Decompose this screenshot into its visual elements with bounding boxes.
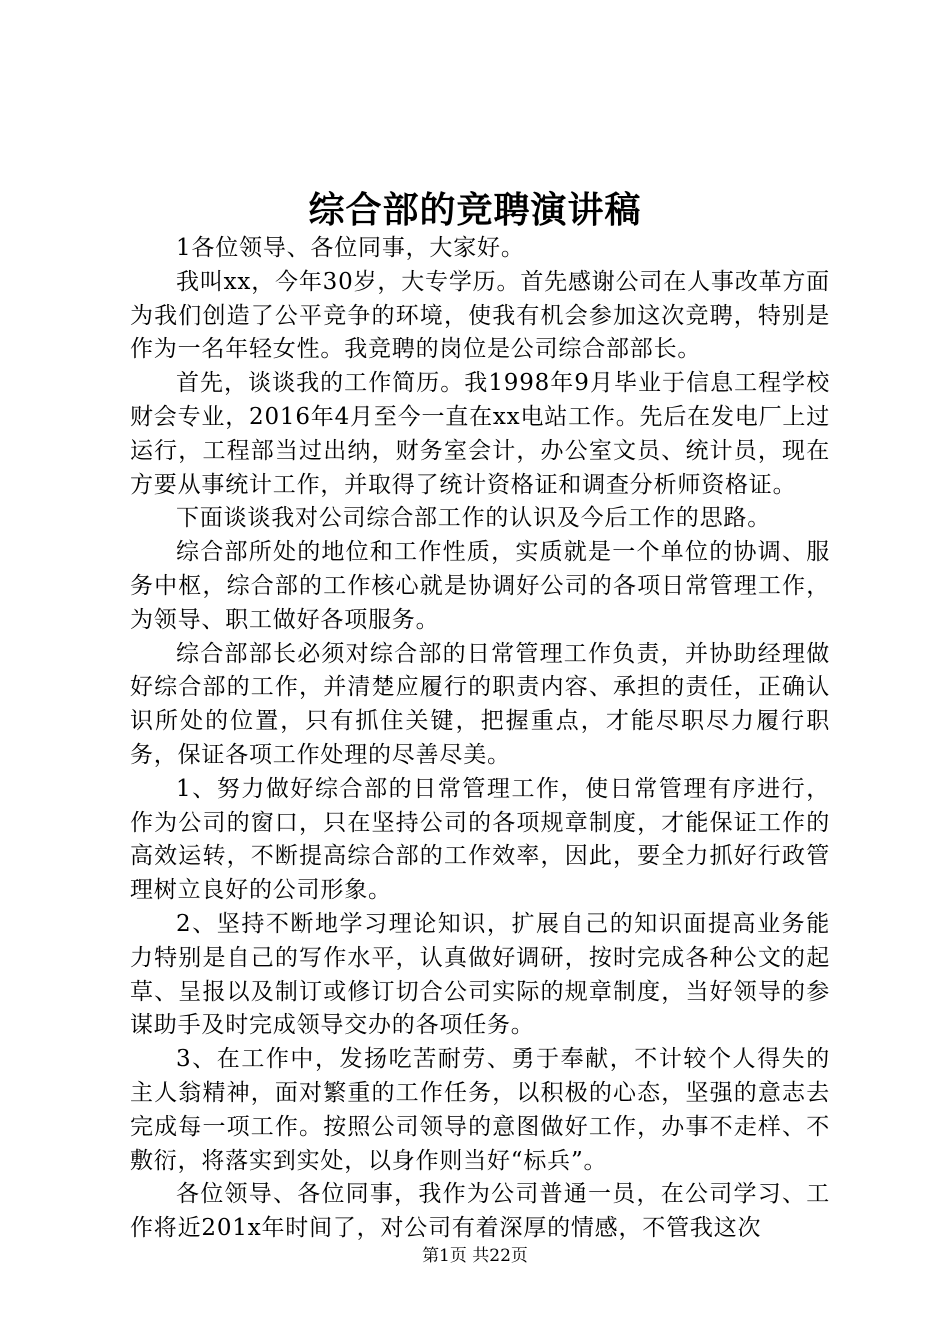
document-body: [130, 232, 830, 1246]
page-footer: 第1页 共22页: [422, 1246, 528, 1266]
paragraph: 综合部所处的地位和工作性质，实质就是一个单位的协调、服务中枢，综合部的工作核心就是协调好公司的各项日常管理工作，为领导、职工做好各项服务。: [130, 539, 830, 633]
paragraph: 2、坚持不断地学习理论知识，扩展自己的知识面提高业务能力特别是自己的写作水平，认真做好调研，按时完成各种公文的起草、呈报以及制订或修订切合公司实际的规章制度，当好领导的参谋助手及时完成领导交办的各项任务。: [130, 910, 830, 1039]
paragraph: 各位领导、各位同事，我作为公司普通一员，在公司学习、工作将近201x年时间了，对公司有着深厚的情感，不管我这次: [130, 1181, 830, 1242]
paragraph: 3、在工作中，发扬吃苦耐劳、勇于奉献，不计较个人得失的主人翁精神，面对繁重的工作任务，以积极的心态，坚强的意志去完成每一项工作。按照公司领导的意图做好工作，办事不走样、不敷衍，将落实到实处，以身作则当好“标兵”。: [130, 1046, 830, 1174]
paragraph: 首先，谈谈我的工作简历。我1998年9月毕业于信息工程学校财会专业，2016年4月至今一直在xx电站工作。先后在发电厂上过运行，工程部当过出纳，财务室会计，办公室文员、统计员，现在方要从事统计工作，并取得了统计资格证和调查分析师资格证。: [130, 370, 830, 498]
paragraph: 1各位领导、各位同事，大家好。: [176, 235, 525, 261]
paragraph: 下面谈谈我对公司综合部工作的认识及今后工作的思路。: [176, 505, 771, 532]
paragraph: 1、努力做好综合部的日常管理工作，使日常管理有序进行，作为公司的窗口，只在坚持公司的各项规章制度，才能保证工作的高效运转，不断提高综合部的工作效率，因此，要全力抓好行政管理树立良好的公司形象。: [130, 775, 830, 904]
paragraph: 综合部部长必须对综合部的日常管理工作负责，并协助经理做好综合部的工作，并清楚应履行的职责内容、承担的责任，正确认识所处的位置，只有抓住关键，把握重点，才能尽职尽力履行职务，保证各项工作处理的尽善尽美。: [130, 640, 830, 768]
document-title: 综合部的竞聘演讲稿: [308, 189, 642, 231]
paragraph: 我叫xx，今年30岁，大专学历。首先感谢公司在人事改革方面为我们创造了公平竞争的环境，使我有机会参加这次竞聘，特别是作为一名年轻女性。我竞聘的岗位是公司综合部部长。: [130, 268, 830, 363]
